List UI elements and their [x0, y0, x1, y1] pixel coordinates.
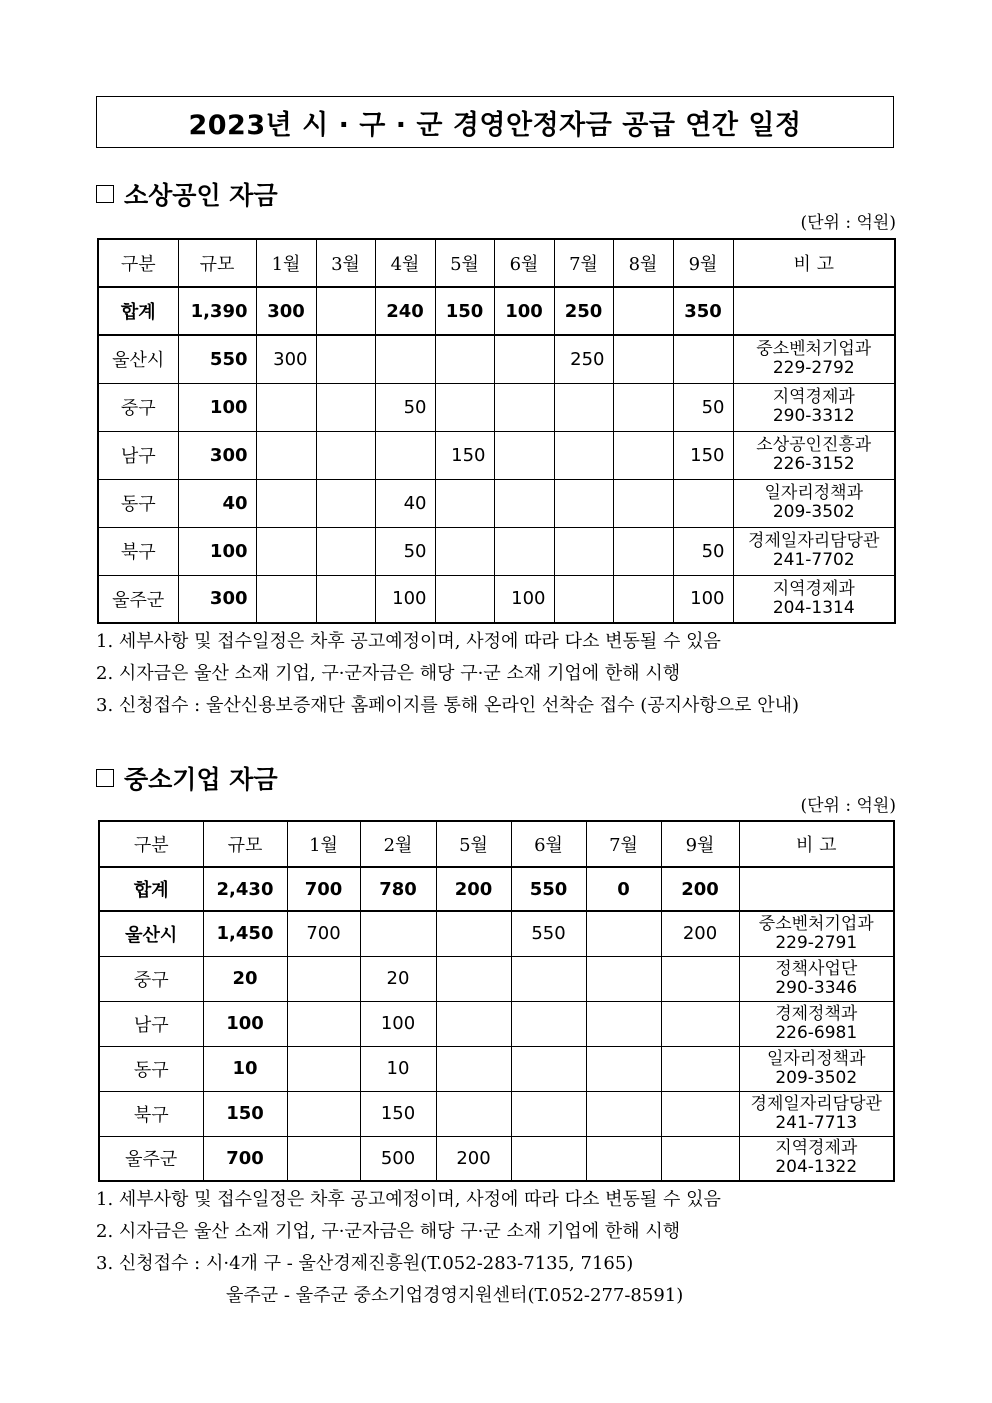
- row-label: 남구: [99, 1001, 203, 1046]
- table-cell: 550: [511, 867, 586, 911]
- department-name: 지역경제과: [772, 387, 855, 407]
- column-header: 규모: [203, 821, 287, 867]
- table-cell: 40: [178, 479, 256, 527]
- document-title-text: 2023년 시 · 구 · 군 경영안정자금 공급 연간 일정: [188, 109, 802, 141]
- table-cell: 50: [375, 383, 435, 431]
- table-row: [99, 1136, 894, 1181]
- column-header: 비 고: [739, 821, 894, 867]
- table-cell: [435, 575, 494, 623]
- table-cell: [287, 1136, 360, 1181]
- department-name: 지역경제과: [772, 578, 855, 599]
- row-label: 북구: [98, 527, 178, 575]
- table-row: [99, 911, 894, 956]
- notes-sme: [96, 1184, 721, 1312]
- table-cell: [436, 1091, 511, 1136]
- department-name: 경제일자리담당관: [748, 531, 880, 551]
- note-cell: [733, 287, 895, 335]
- table-cell: [256, 575, 316, 623]
- table-row: [98, 479, 895, 527]
- table-cell: 10: [360, 1046, 436, 1091]
- table-cell: 240: [375, 287, 435, 335]
- table-cell: [436, 1001, 511, 1046]
- column-header: 4월: [375, 239, 435, 287]
- department-phone: 204-1322: [775, 1157, 858, 1178]
- column-header: 1월: [256, 239, 316, 287]
- table-row: [98, 383, 895, 431]
- row-label: 동구: [98, 479, 178, 527]
- table-cell: [316, 383, 375, 431]
- table-cell: [494, 431, 554, 479]
- table-cell: [287, 1046, 360, 1091]
- table-cell: [586, 1136, 661, 1181]
- table-cell: 2,430: [203, 867, 287, 911]
- row-label: 울주군: [98, 575, 178, 623]
- table-cell: 10: [203, 1046, 287, 1091]
- section-heading-text: 중소기업 자금: [124, 765, 278, 794]
- table-cell: [511, 1046, 586, 1091]
- department-phone: 290-3312: [772, 406, 855, 426]
- column-header: 3월: [316, 239, 375, 287]
- column-header: 7월: [586, 821, 661, 867]
- table-cell: [316, 335, 375, 383]
- row-label: 합계: [99, 867, 203, 911]
- sme-fund-table: [98, 820, 895, 1182]
- table-cell: 250: [554, 287, 613, 335]
- table-cell: 100: [494, 575, 554, 623]
- table-cell: [435, 335, 494, 383]
- note-line: 2. 시자금은 울산 소재 기업, 구·군자금은 해당 구·군 소재 기업에 한해 시행: [96, 663, 681, 684]
- table-cell: [436, 911, 511, 956]
- table-row: [98, 575, 895, 623]
- table-cell: [256, 527, 316, 575]
- department-contact: [739, 1046, 894, 1091]
- table-cell: [613, 335, 673, 383]
- table-cell: [316, 479, 375, 527]
- table-cell: [613, 287, 673, 335]
- unit-label: (단위 : 억원): [800, 213, 896, 233]
- department-contact: [733, 575, 895, 623]
- table-row: [99, 1046, 894, 1091]
- table-cell: [661, 956, 739, 1001]
- table-cell: [613, 431, 673, 479]
- table-cell: [436, 1046, 511, 1091]
- department-contact: [733, 479, 895, 527]
- note-line: 3. 신청접수 : 울산신용보증재단 홈페이지를 통해 온라인 선착순 접수 (공지사항으로 안내): [96, 695, 800, 716]
- table-cell: [586, 1046, 661, 1091]
- department-phone: 209-3502: [775, 1067, 858, 1088]
- table-cell: [613, 575, 673, 623]
- column-header: 비 고: [733, 239, 895, 287]
- table-cell: [435, 479, 494, 527]
- column-header: 8월: [613, 239, 673, 287]
- table-cell: 150: [673, 431, 733, 479]
- section-heading-small-business: [96, 176, 278, 212]
- table-row: [98, 431, 895, 479]
- table-cell: [661, 1046, 739, 1091]
- total-row: [99, 867, 894, 911]
- row-label: 동구: [99, 1046, 203, 1091]
- department-phone: 290-3346: [775, 977, 858, 998]
- table-row: [99, 956, 894, 1001]
- notes-small-business: [96, 626, 799, 722]
- column-header: 규모: [178, 239, 256, 287]
- department-name: 중소벤처기업과: [756, 339, 872, 360]
- department-phone: 229-2791: [775, 932, 858, 953]
- table-cell: 150: [435, 431, 494, 479]
- total-row: [98, 287, 895, 335]
- table-cell: [256, 383, 316, 431]
- table-cell: [287, 1091, 360, 1136]
- table-cell: 700: [203, 1136, 287, 1181]
- department-phone: 226-3152: [772, 454, 855, 474]
- note-line: 1. 세부사항 및 접수일정은 차후 공고예정이며, 사정에 따라 다소 변동될 수 있음: [96, 1189, 721, 1210]
- row-label: 중구: [99, 956, 203, 1001]
- column-header: 9월: [661, 821, 739, 867]
- table-cell: 100: [375, 575, 435, 623]
- table-cell: 100: [673, 575, 733, 623]
- table-cell: [435, 383, 494, 431]
- department-phone: 204-1314: [772, 597, 855, 618]
- table-cell: 200: [436, 867, 511, 911]
- table-cell: [494, 383, 554, 431]
- department-name: 일자리정책과: [766, 1048, 866, 1069]
- table-cell: [360, 911, 436, 956]
- department-phone: 226-6981: [775, 1022, 858, 1043]
- table-cell: [494, 335, 554, 383]
- table-cell: 200: [661, 867, 739, 911]
- table-cell: [554, 479, 613, 527]
- column-header: 5월: [436, 821, 511, 867]
- row-label: 북구: [99, 1091, 203, 1136]
- table-cell: [673, 479, 733, 527]
- table-cell: [375, 335, 435, 383]
- department-contact: [739, 1091, 894, 1136]
- department-contact: [739, 911, 894, 956]
- table-cell: [613, 527, 673, 575]
- table-cell: 150: [360, 1091, 436, 1136]
- column-header: 5월: [435, 239, 494, 287]
- column-header: 6월: [511, 821, 586, 867]
- note-line: 울주군 - 울주군 중소기업경영지원센터(T.052-277-8591): [226, 1285, 684, 1306]
- table-cell: 250: [554, 335, 613, 383]
- table-cell: 350: [673, 287, 733, 335]
- table-cell: [586, 956, 661, 1001]
- column-header: 구분: [99, 821, 203, 867]
- department-name: 정책사업단: [775, 958, 858, 979]
- table-cell: 200: [436, 1136, 511, 1181]
- department-phone: 229-2792: [772, 358, 855, 379]
- table-cell: 500: [360, 1136, 436, 1181]
- department-phone: 209-3502: [772, 502, 855, 522]
- table-cell: 20: [360, 956, 436, 1001]
- department-contact: [733, 431, 895, 479]
- table-cell: 0: [586, 867, 661, 911]
- table-cell: [375, 431, 435, 479]
- table-cell: 20: [203, 956, 287, 1001]
- section-heading-sme: [96, 760, 278, 796]
- table-cell: [613, 479, 673, 527]
- table-cell: [316, 527, 375, 575]
- row-label: 울산시: [99, 911, 203, 956]
- table-cell: 780: [360, 867, 436, 911]
- table-cell: 100: [178, 383, 256, 431]
- section-heading-text: 소상공인 자금: [124, 181, 278, 210]
- document-title: [96, 96, 894, 148]
- column-header: 9월: [673, 239, 733, 287]
- table-cell: 200: [661, 911, 739, 956]
- table-row: [99, 1001, 894, 1046]
- table-cell: 50: [673, 527, 733, 575]
- department-contact: [733, 383, 895, 431]
- table-cell: 150: [203, 1091, 287, 1136]
- department-contact: [733, 335, 895, 383]
- table-cell: 150: [435, 287, 494, 335]
- unit-label: (단위 : 억원): [800, 796, 896, 816]
- checkbox-icon: [96, 185, 114, 203]
- row-label: 합계: [98, 287, 178, 335]
- table-cell: 300: [256, 335, 316, 383]
- table-cell: 550: [178, 335, 256, 383]
- checkbox-icon: [96, 769, 114, 787]
- table-cell: 50: [375, 527, 435, 575]
- table-cell: [554, 527, 613, 575]
- table-cell: [494, 479, 554, 527]
- column-header: 구분: [98, 239, 178, 287]
- table-cell: 300: [256, 287, 316, 335]
- row-label: 남구: [98, 431, 178, 479]
- department-name: 경제일자리담당관: [750, 1093, 882, 1114]
- table-cell: [661, 1001, 739, 1046]
- row-label: 울주군: [99, 1136, 203, 1181]
- table-cell: [316, 575, 375, 623]
- department-contact: [733, 527, 895, 575]
- table-cell: 700: [287, 867, 360, 911]
- table-cell: [494, 527, 554, 575]
- table-cell: [661, 1091, 739, 1136]
- table-cell: [511, 1091, 586, 1136]
- note-line: 3. 신청접수 : 시·4개 구 - 울산경제진흥원(T.052-283-7135, 7165): [96, 1253, 634, 1274]
- row-label: 중구: [98, 383, 178, 431]
- table-cell: 100: [203, 1001, 287, 1046]
- table-cell: [287, 956, 360, 1001]
- table-cell: [586, 1001, 661, 1046]
- table-cell: [316, 287, 375, 335]
- table-cell: [586, 911, 661, 956]
- department-contact: [739, 1001, 894, 1046]
- table-cell: 100: [360, 1001, 436, 1046]
- department-name: 중소벤처기업과: [758, 913, 874, 934]
- row-label: 울산시: [98, 335, 178, 383]
- table-cell: 700: [287, 911, 360, 956]
- table-cell: 550: [511, 911, 586, 956]
- department-contact: [739, 1136, 894, 1181]
- note-cell: [739, 867, 894, 911]
- table-cell: [586, 1091, 661, 1136]
- table-cell: 300: [178, 431, 256, 479]
- table-cell: [511, 1136, 586, 1181]
- column-header: 1월: [287, 821, 360, 867]
- table-cell: [256, 431, 316, 479]
- table-cell: 300: [178, 575, 256, 623]
- table-cell: 50: [673, 383, 733, 431]
- table-row: [98, 335, 895, 383]
- department-phone: 241-7713: [775, 1112, 858, 1133]
- table-cell: 100: [494, 287, 554, 335]
- table-cell: 1,390: [178, 287, 256, 335]
- table-cell: [661, 1136, 739, 1181]
- column-header: 7월: [554, 239, 613, 287]
- table-cell: [554, 575, 613, 623]
- table-cell: 40: [375, 479, 435, 527]
- table-row: [99, 1091, 894, 1136]
- department-name: 경제정책과: [775, 1003, 858, 1024]
- table-cell: [511, 956, 586, 1001]
- table-cell: [256, 479, 316, 527]
- note-line: 2. 시자금은 울산 소재 기업, 구·군자금은 해당 구·군 소재 기업에 한해 시행: [96, 1221, 681, 1242]
- table-cell: [673, 335, 733, 383]
- small-business-fund-table: [97, 238, 896, 624]
- table-cell: [287, 1001, 360, 1046]
- table-header-row: [98, 239, 895, 287]
- table-cell: [435, 527, 494, 575]
- table-cell: [613, 383, 673, 431]
- table-cell: 100: [178, 527, 256, 575]
- table-cell: [511, 1001, 586, 1046]
- department-name: 지역경제과: [775, 1138, 858, 1159]
- table-cell: [316, 431, 375, 479]
- table-row: [98, 527, 895, 575]
- table-cell: 1,450: [203, 911, 287, 956]
- table-cell: [554, 431, 613, 479]
- table-cell: [436, 956, 511, 1001]
- department-phone: 241-7702: [772, 550, 855, 570]
- note-line: 1. 세부사항 및 접수일정은 차후 공고예정이며, 사정에 따라 다소 변동될 수 있음: [96, 631, 721, 652]
- column-header: 2월: [360, 821, 436, 867]
- column-header: 6월: [494, 239, 554, 287]
- table-cell: [554, 383, 613, 431]
- table-header-row: [99, 821, 894, 867]
- department-contact: [739, 956, 894, 1001]
- department-name: 일자리정책과: [764, 483, 864, 503]
- department-name: 소상공인진흥과: [756, 435, 872, 455]
